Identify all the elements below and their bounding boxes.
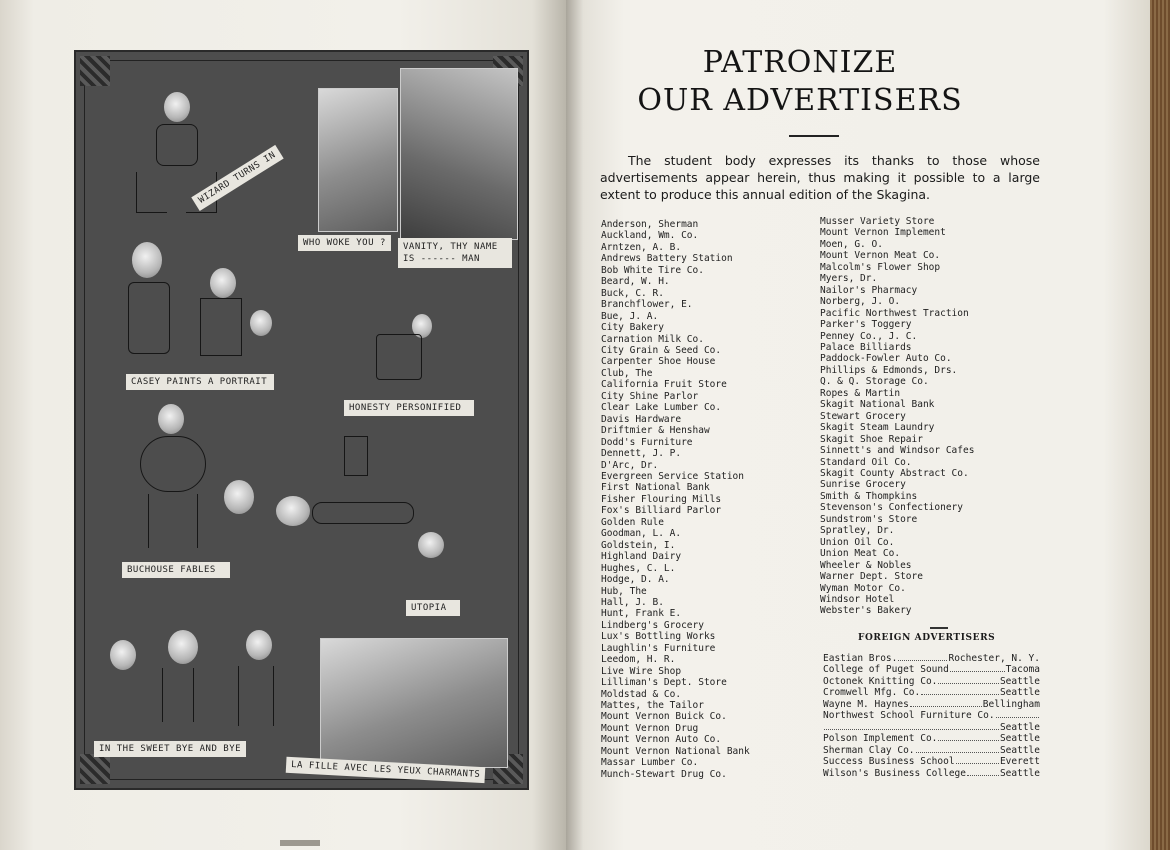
- foreign-advertiser-entry: [823, 768, 1040, 779]
- cartoon-reclining-figures: [272, 432, 502, 572]
- advertiser-entry: Hub, The: [601, 585, 647, 597]
- advertiser-entry: Mount Vernon Implement: [820, 227, 946, 239]
- title-rule: [789, 135, 839, 137]
- foreign-advertiser-name: Wayne M. Haynes: [823, 698, 909, 710]
- advertiser-entry: Anderson, Sherman: [601, 219, 699, 230]
- foreign-advertiser-city: Seattle: [999, 675, 1040, 687]
- advertiser-entry: Arntzen, A. B.: [601, 241, 682, 253]
- advertiser-entry: Parker's Toggery: [820, 319, 912, 331]
- advertiser-entry: Mattes, the Tailor: [601, 700, 704, 712]
- page-title: [600, 44, 1000, 120]
- foreign-advertiser-name: College of Puget Sound: [823, 664, 949, 676]
- advertiser-entry: D'Arc, Dr.: [601, 459, 659, 471]
- advertiser-entry: Smith & Thompkins: [820, 490, 918, 502]
- caption-buchouse: BUCHOUSE FABLES: [122, 562, 230, 578]
- cartoon-figure: [116, 92, 256, 242]
- dot-leader: [824, 729, 999, 730]
- advertiser-entry: Myers, Dr.: [820, 273, 878, 285]
- cartoon-seated-figure: [366, 314, 446, 394]
- advertiser-entry: Dodd's Furniture: [601, 436, 693, 448]
- foreign-advertiser-name: Octonek Knitting Co.: [823, 675, 938, 687]
- caption-who-woke: WHO WOKE YOU ?: [298, 235, 391, 251]
- cartoon-strongman: [120, 404, 270, 564]
- advertiser-entry: Union Meat Co.: [820, 548, 901, 560]
- foreign-advertiser-entry: [823, 653, 1040, 664]
- advertiser-entry: Nailor's Pharmacy: [820, 284, 918, 296]
- advertiser-entry: City Shine Parlor: [601, 390, 699, 402]
- advertiser-entry: Leedom, H. R.: [601, 654, 676, 666]
- caption-utopia: UTOPIA: [406, 600, 460, 616]
- dot-leader: [950, 671, 1005, 672]
- advertiser-entry: Wyman Motor Co.: [820, 582, 906, 594]
- foreign-advertiser-entry: [823, 745, 1040, 756]
- advertiser-entry: Wheeler & Nobles: [820, 559, 912, 571]
- advertiser-entry: Palace Billiards: [820, 341, 912, 353]
- advertiser-entry: First National Bank: [601, 482, 710, 494]
- advertiser-entry: Sundstrom's Store: [820, 513, 918, 525]
- title-line-2: OUR ADVERTISERS: [637, 83, 963, 118]
- foreign-advertiser-city: Bellingham: [982, 698, 1040, 710]
- advertiser-entry: Hall, J. B.: [601, 596, 664, 608]
- advertiser-entry: Lilliman's Dept. Store: [601, 677, 727, 689]
- foreign-advertiser-name: Northwest School Furniture Co.: [823, 710, 995, 722]
- foreign-advertiser-name: Polson Implement Co.: [823, 733, 938, 745]
- advertiser-entry: Live Wire Shop: [601, 665, 682, 677]
- section-rule: [930, 627, 948, 629]
- dot-leader: [938, 740, 999, 741]
- dot-leader: [921, 694, 999, 695]
- advertiser-entry: Bob White Tire Co.: [601, 264, 704, 276]
- foreign-advertiser-entry: [823, 699, 1040, 710]
- advertiser-entry: Andrews Battery Station: [601, 253, 733, 265]
- advertiser-entry: Standard Oil Co.: [820, 456, 912, 468]
- advertiser-entry: Hughes, C. L.: [601, 562, 676, 574]
- dot-leader: [910, 706, 982, 707]
- caption-vanity: VANITY, THY NAME IS ------ MAN: [398, 238, 512, 268]
- advertiser-entry: Q. & Q. Storage Co.: [820, 376, 929, 388]
- advertiser-entry: Windsor Hotel: [820, 593, 895, 605]
- foreign-advertiser-entry: [823, 756, 1040, 767]
- advertiser-entry: Mount Vernon Meat Co.: [820, 250, 941, 262]
- advertiser-entry: Skagit National Bank: [820, 399, 935, 411]
- foreign-advertiser-city: Seattle: [999, 721, 1040, 733]
- foreign-advertiser-name: Eastian Bros.: [823, 653, 898, 664]
- dot-leader: [956, 763, 999, 764]
- advertiser-entry: Fisher Flouring Mills: [601, 493, 722, 505]
- advertiser-entry: Goodman, L. A.: [601, 528, 682, 540]
- caption-casey: CASEY PAINTS A PORTRAIT: [126, 374, 274, 390]
- foreign-advertisers-heading: FOREIGN ADVERTISERS: [858, 633, 996, 643]
- foreign-advertiser-city: Seattle: [999, 687, 1040, 699]
- advertiser-entry: Club, The: [601, 367, 653, 379]
- advertiser-entry: Laughlin's Furniture: [601, 642, 716, 654]
- foreign-advertiser-city: Seattle: [999, 744, 1040, 756]
- advertiser-entry: Clear Lake Lumber Co.: [601, 402, 722, 414]
- title-line-1: PATRONIZE: [702, 45, 898, 80]
- advertisers-list-right: [820, 216, 974, 617]
- advertiser-entry: Fox's Billiard Parlor: [601, 505, 722, 517]
- advertiser-entry: Mount Vernon Drug: [601, 722, 699, 734]
- dot-leader: [916, 752, 999, 753]
- advertiser-entry: Goldstein, I.: [601, 539, 676, 551]
- advertiser-entry: City Bakery: [601, 322, 664, 334]
- advertiser-entry: Skagit Shoe Repair: [820, 433, 923, 445]
- foreign-advertiser-entry: [823, 733, 1040, 744]
- photo-woman-seated: [320, 638, 508, 768]
- photo-standing-man: [318, 88, 398, 232]
- advertiser-entry: Ropes & Martin: [820, 387, 901, 399]
- caption-honesty: HONESTY PERSONIFIED: [344, 400, 474, 416]
- advertiser-entry: Norberg, J. O.: [820, 296, 901, 308]
- advertiser-entry: Beard, W. H.: [601, 276, 670, 288]
- dot-leader: [898, 660, 947, 661]
- photo-collage: [74, 50, 529, 790]
- cartoon-group-painting: [120, 238, 300, 368]
- foreign-advertisers-list: [823, 653, 1040, 779]
- advertiser-entry: Hodge, D. A.: [601, 574, 670, 586]
- advertiser-entry: Webster's Bakery: [820, 605, 912, 617]
- advertiser-entry: Mount Vernon Auto Co.: [601, 734, 722, 746]
- foreign-advertiser-name: Sherman Clay Co.: [823, 744, 915, 756]
- caption-wizard: WIZARD TURNS IN: [191, 145, 283, 211]
- advertiser-entry: Munch-Stewart Drug Co.: [601, 768, 727, 780]
- foreign-advertiser-city: Seattle: [999, 767, 1040, 779]
- advertiser-entry: Lindberg's Grocery: [601, 619, 704, 631]
- advertiser-entry: Union Oil Co.: [820, 536, 895, 548]
- page-number-smudge: [280, 840, 320, 846]
- advertiser-entry: Hunt, Frank E.: [601, 608, 682, 620]
- foreign-advertiser-city: Tacoma: [1005, 664, 1040, 676]
- caption-sweet-bye: IN THE SWEET BYE AND BYE: [94, 741, 246, 757]
- corner-ornament: [80, 56, 110, 86]
- advertiser-entry: Paddock-Fowler Auto Co.: [820, 353, 952, 365]
- advertiser-entry: Carnation Milk Co.: [601, 333, 704, 345]
- advertiser-entry: Driftmier & Henshaw: [601, 425, 710, 437]
- book-edge: [1150, 0, 1170, 850]
- advertiser-entry: Buck, C. R.: [601, 287, 664, 299]
- advertiser-entry: Spratley, Dr.: [820, 525, 895, 537]
- foreign-advertiser-entry: [823, 664, 1040, 675]
- left-page: [0, 0, 566, 850]
- intro-paragraph: The student body expresses its thanks to those whose advertisements appear herein, thus making it possible to a large extent to produce this annual edition of the Skagina.: [600, 153, 1040, 202]
- advertiser-entry: Auckland, Wm. Co.: [601, 230, 699, 242]
- advertiser-entry: Musser Variety Store: [820, 216, 935, 227]
- advertiser-entry: Sinnett's and Windsor Cafes: [820, 445, 975, 457]
- foreign-advertiser-name: Cromwell Mfg. Co.: [823, 687, 921, 699]
- advertiser-entry: Massar Lumber Co.: [601, 757, 699, 769]
- foreign-advertiser-name: Wilson's Business College: [823, 767, 966, 779]
- foreign-advertiser-city: Seattle: [999, 733, 1040, 745]
- advertiser-entry: Phillips & Edmonds, Drs.: [820, 364, 958, 376]
- advertiser-entry: Mount Vernon Buick Co.: [601, 711, 727, 723]
- advertiser-entry: Dennett, J. P.: [601, 448, 682, 460]
- photo-porch: [400, 68, 518, 240]
- foreign-advertiser-city: Rochester, N. Y.: [948, 653, 1040, 664]
- advertiser-entry: Stevenson's Confectionery: [820, 502, 963, 514]
- advertiser-entry: Branchflower, E.: [601, 299, 693, 311]
- advertiser-entry: Lux's Bottling Works: [601, 631, 716, 643]
- caption-la-fille: LA FILLE AVEC LES YEUX CHARMANTS: [286, 757, 486, 783]
- foreign-advertiser-city: Everett: [999, 756, 1040, 768]
- cartoon-prisoners: [98, 630, 338, 750]
- advertiser-entry: Skagit Steam Laundry: [820, 422, 935, 434]
- advertiser-entry: Highland Dairy: [601, 551, 682, 563]
- advertisers-list-left: [601, 219, 750, 780]
- advertiser-entry: Moldstad & Co.: [601, 688, 682, 700]
- advertiser-entry: Warner Dept. Store: [820, 571, 923, 583]
- dot-leader: [967, 775, 999, 776]
- advertiser-entry: Mount Vernon National Bank: [601, 745, 750, 757]
- foreign-advertiser-name: Success Business School: [823, 756, 955, 768]
- advertiser-entry: Skagit County Abstract Co.: [820, 467, 969, 479]
- advertiser-entry: Malcolm's Flower Shop: [820, 261, 941, 273]
- advertiser-entry: Penney Co., J. C.: [820, 330, 918, 342]
- advertiser-entry: Golden Rule: [601, 516, 664, 528]
- advertiser-entry: City Grain & Seed Co.: [601, 344, 722, 356]
- advertiser-entry: Carpenter Shoe House: [601, 356, 716, 368]
- dot-leader: [996, 717, 1039, 718]
- advertiser-entry: Pacific Northwest Traction: [820, 307, 969, 319]
- advertiser-entry: Moen, G. O.: [820, 238, 883, 250]
- foreign-advertiser-entry: [823, 676, 1040, 687]
- foreign-advertiser-entry: [823, 710, 1040, 721]
- foreign-advertiser-entry: [823, 687, 1040, 698]
- foreign-advertiser-entry: [823, 722, 1040, 733]
- advertiser-entry: California Fruit Store: [601, 379, 727, 391]
- advertiser-entry: Bue, J. A.: [601, 310, 659, 322]
- corner-ornament: [80, 754, 110, 784]
- advertiser-entry: Evergreen Service Station: [601, 470, 744, 482]
- dot-leader: [938, 683, 999, 684]
- advertiser-entry: Sunrise Grocery: [820, 479, 906, 491]
- advertiser-entry: Stewart Grocery: [820, 410, 906, 422]
- advertiser-entry: Davis Hardware: [601, 413, 682, 425]
